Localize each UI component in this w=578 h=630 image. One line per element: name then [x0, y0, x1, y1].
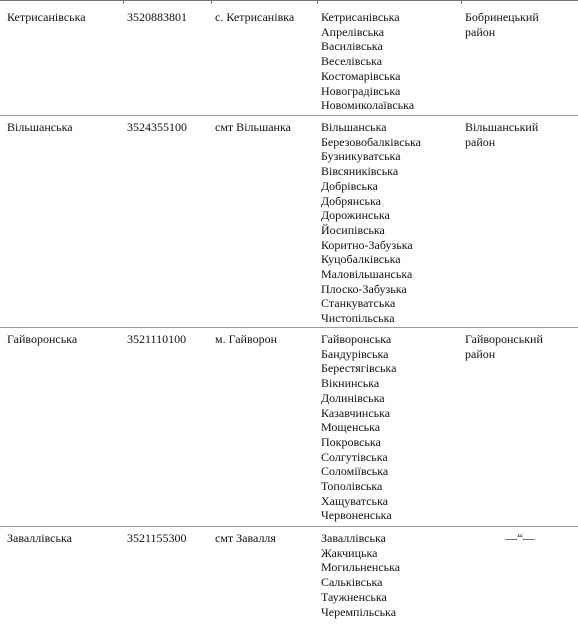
column-divider-tick — [123, 0, 124, 4]
member-council: Куцобалківська — [321, 252, 401, 267]
member-council: Березовобалківська — [321, 134, 422, 149]
member-council: Чистопільська — [321, 311, 395, 326]
admin-center: м. Гайворон — [215, 332, 277, 346]
member-council: Червоненська — [321, 508, 392, 523]
column-divider-tick — [211, 0, 212, 4]
member-council: Вікнинська — [321, 376, 380, 391]
koatuu-code: 3521110100 — [127, 332, 187, 346]
member-council: Веселівська — [321, 54, 383, 69]
member-council: Бандурівська — [321, 346, 389, 361]
member-council: Апрелівська — [321, 24, 385, 39]
member-councils — [321, 332, 396, 523]
admin-center: смт Вільшанка — [215, 120, 291, 134]
member-council: Долинівська — [321, 390, 385, 405]
member-council: Мощенська — [321, 420, 381, 435]
member-council: Таужненська — [321, 589, 387, 604]
member-council: Заваллівська — [321, 531, 386, 545]
member-council: Берестягівська — [321, 361, 397, 376]
member-councils — [321, 531, 400, 619]
member-council: Станкуватська — [321, 296, 396, 311]
member-council: Костомарівська — [321, 68, 401, 83]
member-council: Жакчицька — [321, 545, 378, 560]
member-council: Могильненська — [321, 560, 401, 575]
row-divider — [0, 115, 578, 116]
koatuu-code: 3520883801 — [127, 10, 187, 24]
column-divider-tick — [461, 0, 462, 4]
member-council: Соломіївська — [321, 464, 389, 479]
member-council: Покровська — [321, 434, 381, 449]
koatuu-code: 3521155300 — [127, 531, 187, 545]
community-name: Гайворонська — [7, 332, 78, 346]
member-council: Дорожинська — [321, 208, 390, 223]
district-line: район — [465, 346, 496, 361]
district-line: Гайворонський — [465, 332, 543, 346]
member-council: Добрівська — [321, 178, 378, 193]
district-line: район — [465, 24, 496, 39]
member-council: Добрянська — [321, 193, 382, 208]
member-council: Василівська — [321, 39, 383, 54]
member-council: Вівсяниківська — [321, 164, 399, 179]
member-councils — [321, 10, 414, 113]
community-name: Кетрисанівська — [7, 10, 86, 24]
member-council: Хащуватська — [321, 493, 388, 508]
member-council: Маловільшанська — [321, 267, 413, 282]
member-council: Новомиколаївська — [321, 98, 415, 113]
district-line: район — [465, 134, 496, 149]
member-council: Сальківська — [321, 575, 383, 590]
district — [465, 10, 539, 39]
member-council: Плоско-Забузька — [321, 281, 407, 296]
row-divider — [0, 526, 578, 527]
row-divider — [0, 327, 578, 328]
member-council: Бузникуватська — [321, 149, 401, 164]
member-councils — [321, 120, 421, 326]
member-council: Гайворонська — [321, 332, 392, 346]
member-council: Кетрисанівська — [321, 10, 400, 24]
member-council: Новоградівська — [321, 83, 401, 98]
table-top-rule — [0, 0, 578, 2]
admin-center: с. Кетрисанівка — [215, 10, 295, 24]
koatuu-code: 3524355100 — [127, 120, 187, 134]
member-council: Казавчинська — [321, 405, 391, 420]
community-name: Заваллівська — [7, 531, 72, 545]
column-divider-tick — [317, 0, 318, 4]
district-ditto-mark: —“— — [505, 531, 535, 545]
district — [465, 332, 543, 361]
member-council: Коритно-Забузька — [321, 237, 413, 252]
member-council: Тополівська — [321, 479, 383, 494]
member-council: Йосипівська — [321, 222, 385, 237]
district-line: Вільшанський — [465, 120, 539, 134]
community-name: Вільшанська — [7, 120, 73, 134]
member-council: Черемпільська — [321, 604, 397, 619]
district — [465, 120, 538, 149]
admin-center: смт Завалля — [215, 531, 276, 545]
member-council: Вільшанська — [321, 120, 387, 134]
district-line: Бобринецький — [465, 10, 539, 24]
member-council: Солгутівська — [321, 449, 388, 464]
